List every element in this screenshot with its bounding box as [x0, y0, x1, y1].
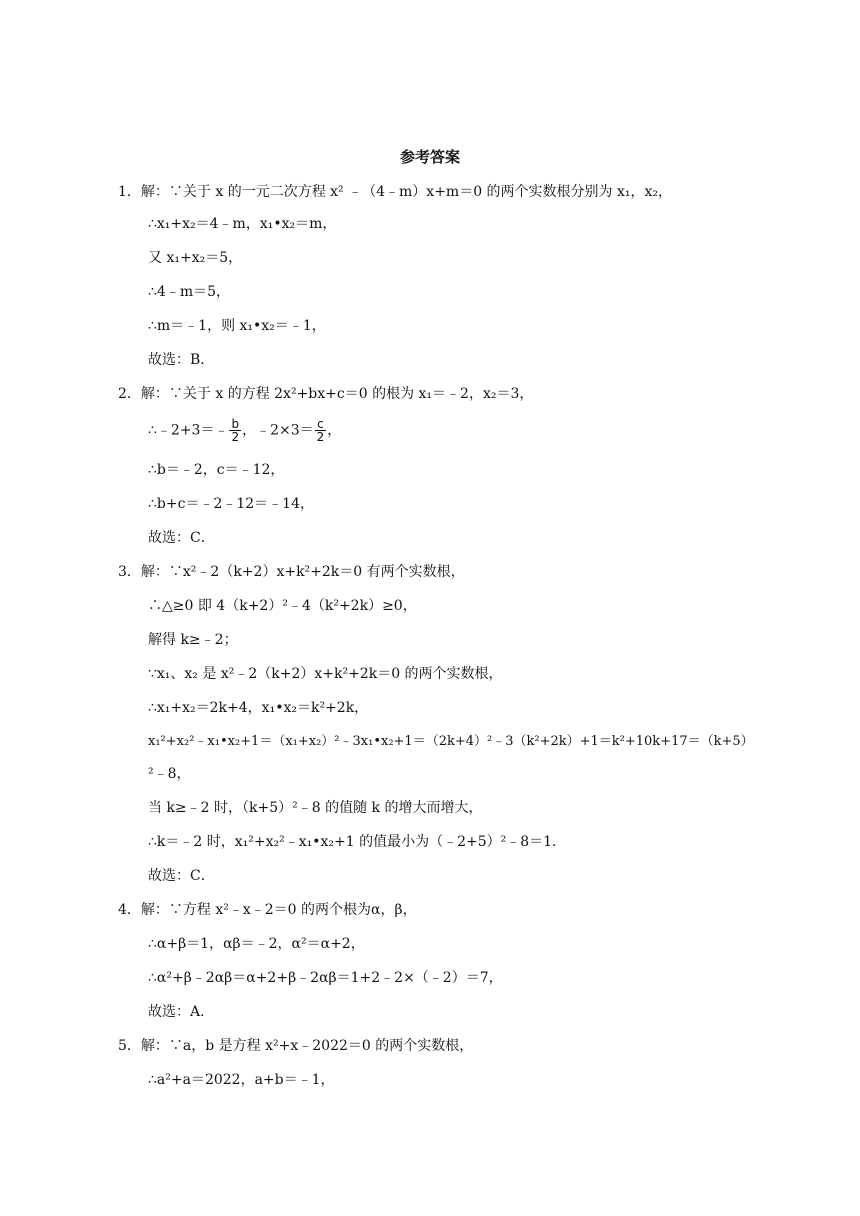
fraction-denominator: 2: [316, 430, 325, 444]
q1-line-1: 1．解：∵关于 x 的一元二次方程 x² ﹣（4﹣m）x+m＝0 的两个实数根分别为 x₁，x₂，: [118, 184, 673, 200]
q1-answer: 故选：B．: [148, 352, 215, 368]
q5-line-2: ∴a²+a＝2022，a+b＝﹣1，: [148, 1072, 335, 1088]
q4-line-3: ∴α²+β﹣2αβ＝α+2+β﹣2αβ＝1+2﹣2×（﹣2）＝7，: [148, 970, 503, 986]
q1-line-5: ∴m＝﹣1，则 x₁•x₂＝﹣1，: [148, 318, 326, 334]
q3-answer: 故选：C．: [148, 868, 215, 884]
q1-line-2: ∴x₁+x₂＝4﹣m，x₁•x₂＝m，: [148, 216, 337, 232]
q4-line-2: ∴α+β＝1，αβ＝﹣2，α²＝α+2，: [148, 936, 365, 952]
q2-line-2-part-a: ∴﹣2+3＝﹣: [148, 422, 229, 439]
fraction-c-over-2: [315, 418, 327, 443]
q2-line-2: [148, 418, 341, 443]
fraction-b-over-2: [229, 418, 241, 443]
fraction-denominator: 2: [231, 430, 240, 444]
q2-line-2-part-c: ，: [327, 422, 342, 439]
q3-line-8: 当 k≥﹣2 时，（k+5）²﹣8 的值随 k 的增大而增大，: [148, 800, 483, 816]
q3-line-4: ∵x₁、x₂ 是 x²﹣2（k+2）x+k²+2k＝0 的两个实数根，: [148, 666, 503, 682]
q2-line-2-part-b: ，﹣2×3＝: [242, 422, 314, 439]
q3-line-3: 解得 k≥﹣2；: [148, 632, 238, 648]
q1-line-3: 又 x₁+x₂＝5，: [148, 250, 243, 266]
q3-line-9: ∴k＝﹣2 时，x₁²+x₂²﹣x₁•x₂+1 的值最小为（﹣2+5）²﹣8＝1．: [148, 834, 567, 850]
fraction-numerator: c: [315, 418, 327, 431]
q4-line-1: 4．解：∵方程 x²﹣x﹣2＝0 的两个根为α，β，: [118, 902, 417, 918]
q1-line-4: ∴4﹣m＝5，: [148, 284, 230, 300]
q2-line-3: ∴b＝﹣2，c＝﹣12，: [148, 462, 285, 478]
q2-answer: 故选：C．: [148, 530, 215, 546]
q5-line-1: 5．解：∵a，b 是方程 x²+x﹣2022＝0 的两个实数根，: [118, 1038, 474, 1054]
q4-answer: 故选：A．: [148, 1004, 215, 1020]
q3-line-7: ²﹣8，: [148, 766, 191, 782]
page-title: 参考答案: [399, 148, 460, 166]
q3-line-6: x₁²+x₂²﹣x₁•x₂+1＝（x₁+x₂）²﹣3x₁•x₂+1＝（2k+4）²﹣3（k²+2k）+1＝k²+10k+17＝（k+5）: [148, 734, 754, 749]
q2-line-1: 2．解：∵关于 x 的方程 2x²+bx+c＝0 的根为 x₁＝﹣2，x₂＝3，: [118, 386, 534, 402]
q3-line-5: ∴x₁+x₂＝2k+4，x₁•x₂＝k²+2k，: [148, 700, 369, 716]
fraction-numerator: b: [229, 418, 241, 431]
q3-line-2: ∴△≥0 即 4（k+2）²﹣4（k²+2k）≥0，: [148, 598, 417, 614]
q2-line-4: ∴b+c＝﹣2﹣12＝﹣14，: [148, 496, 314, 512]
q3-line-1: 3．解：∵x²﹣2（k+2）x+k²+2k＝0 有两个实数根，: [118, 564, 465, 580]
